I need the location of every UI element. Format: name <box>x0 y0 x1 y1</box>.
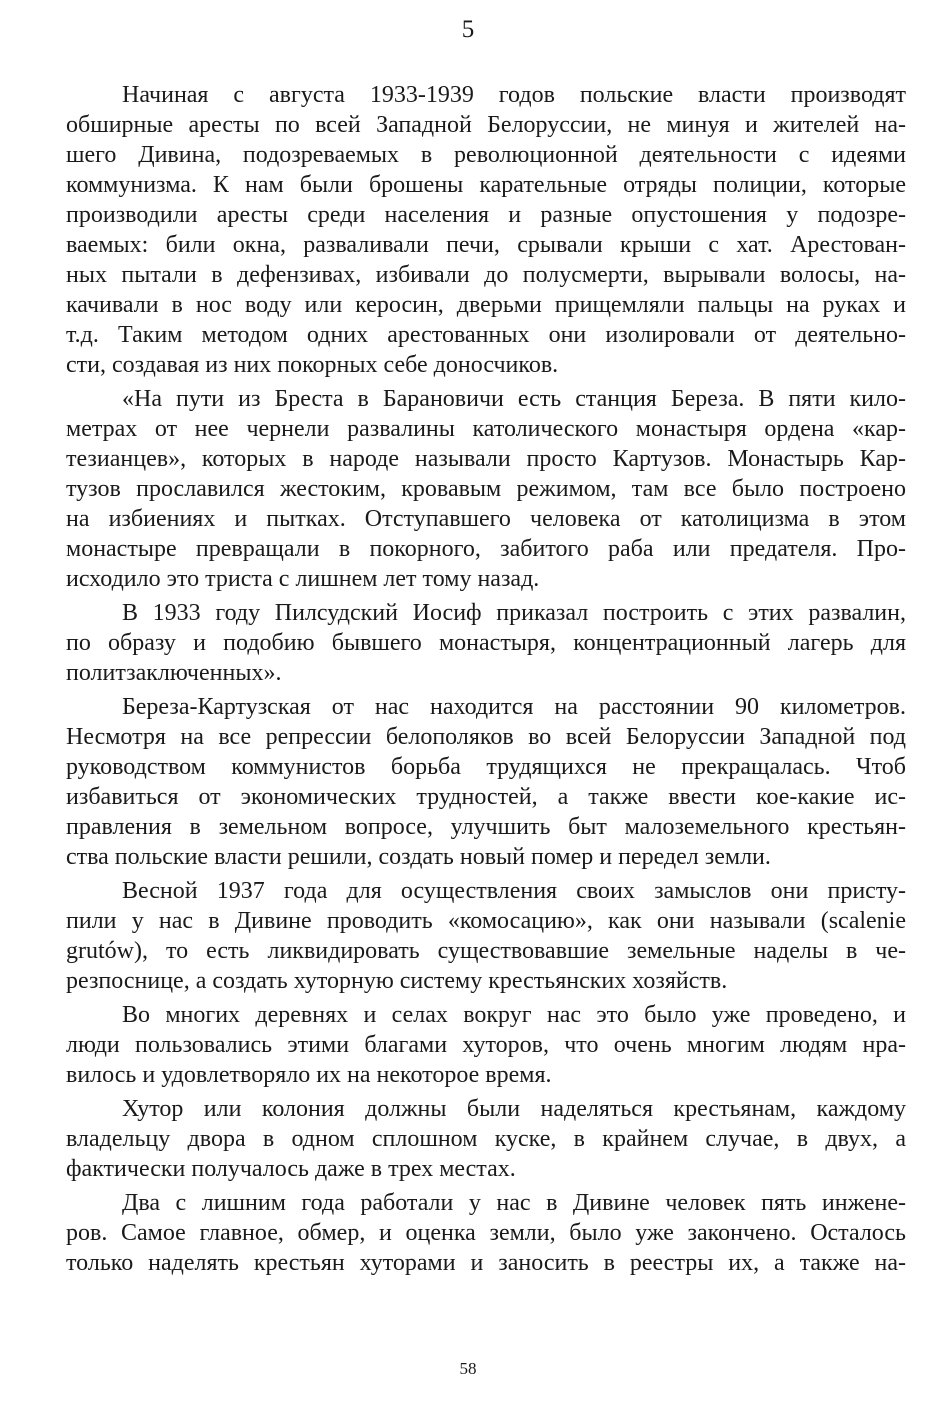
text-line: вилось и удовлетворяло их на некоторое время. <box>66 1062 552 1088</box>
text-line: метрах от нее чернели развалины католического монастыря ордена «кар- <box>66 416 906 442</box>
text-line: коммунизма. К нам были брошены карательные отряды полиции, которые <box>66 172 906 198</box>
text-line: руководством коммунистов борьба трудящихся не прекращалась. Чтоб <box>66 754 906 780</box>
text-line: Начиная с августа 1933-1939 годов польские власти производят <box>122 82 906 108</box>
text-line: тезианцев», которых в народе называли просто Картузов. Монастырь Кар- <box>66 446 906 472</box>
text-line: ных пытали в дефензивах, избивали до полусмерти, вырывали волосы, на- <box>66 262 906 288</box>
paragraph <box>66 876 906 996</box>
text-line: Несмотря на все репрессии белополяков во всей Белоруссии Западной под <box>66 724 906 750</box>
text-line: ваемых: били окна, разваливали печи, срывали крыши с хат. Арестован- <box>66 232 906 258</box>
text-line: на избиениях и пытках. Отступавшего человека от католицизма в этом <box>66 506 906 532</box>
paragraph <box>66 598 906 688</box>
text-line: Во многих деревнях и селах вокруг нас это было уже проведено, и <box>122 1002 906 1028</box>
text-line: grutów), то есть ликвидировать существовавшие земельные наделы в че- <box>66 938 906 964</box>
paragraph <box>66 1188 906 1278</box>
text-line: Весной 1937 года для осуществления своих замыслов они присту- <box>122 878 906 904</box>
text-line: по образу и подобию бывшего монастыря, концентрационный лагерь для <box>66 630 906 656</box>
text-line: избавиться от экономических трудностей, а также ввести кое-какие ис- <box>66 784 906 810</box>
text-line: тузов прославился жестоким, кровавым режимом, там все было построено <box>66 476 906 502</box>
text-line: качивали в нос воду или керосин, дверьми прищемляли пальцы на руках и <box>66 292 906 318</box>
chapter-number: 5 <box>461 16 475 43</box>
text-line: владельцу двора в одном сплошном куске, в крайнем случае, в двух, а <box>66 1126 906 1152</box>
paragraph <box>66 384 906 594</box>
text-line: монастыре превращали в покорного, забитого раба или предателя. Про- <box>66 536 906 562</box>
text-line: обширные аресты по всей Западной Белоруссии, не минуя и жителей на- <box>66 112 906 138</box>
paragraph <box>66 1000 906 1090</box>
text-line: резпоснице, а создать хуторную систему крестьянских хозяйств. <box>66 968 728 994</box>
body-text <box>66 80 906 1282</box>
text-line: Хутор или колония должны были наделяться крестьянам, каждому <box>122 1096 906 1122</box>
text-line: фактически получалось даже в трех местах. <box>66 1156 516 1182</box>
text-line: Береза-Картузская от нас находится на расстоянии 90 километров. <box>122 694 906 720</box>
text-line: правления в земельном вопросе, улучшить быт малоземельного крестьян- <box>66 814 906 840</box>
text-line: ства польские власти решили, создать новый помер и передел земли. <box>66 844 771 870</box>
text-line: только наделять крестьян хуторами и заносить в реестры их, а также на- <box>66 1250 906 1276</box>
paragraph <box>66 692 906 872</box>
text-line: «На пути из Бреста в Барановичи есть станция Береза. В пяти кило- <box>122 386 906 412</box>
text-line: В 1933 году Пилсудский Иосиф приказал построить с этих развалин, <box>122 600 906 626</box>
text-line: производили аресты среди населения и разные опустошения у подозре- <box>66 202 906 228</box>
page-number: 58 <box>459 1359 477 1378</box>
text-line: ров. Самое главное, обмер, и оценка земли, было уже закончено. Осталось <box>66 1220 906 1246</box>
paragraph <box>66 1094 906 1184</box>
text-line: пили у нас в Дивине проводить «комосацию», как они называли (scalenie <box>66 908 906 934</box>
text-line: т.д. Таким методом одних арестованных они изолировали от деятельно- <box>66 322 906 348</box>
text-line: шего Дивина, подозреваемых в революционной деятельности с идеями <box>66 142 906 168</box>
text-line: сти, создавая из них покорных себе доносчиков. <box>66 352 559 378</box>
text-line: политзаключенных». <box>66 660 282 686</box>
text-line: исходило это триста с лишнем лет тому назад. <box>66 566 540 592</box>
text-line: люди пользовались этими благами хуторов, что очень многим людям нра- <box>66 1032 906 1058</box>
paragraph <box>66 80 906 380</box>
text-line: Два с лишним года работали у нас в Дивине человек пять инжене- <box>122 1190 906 1216</box>
